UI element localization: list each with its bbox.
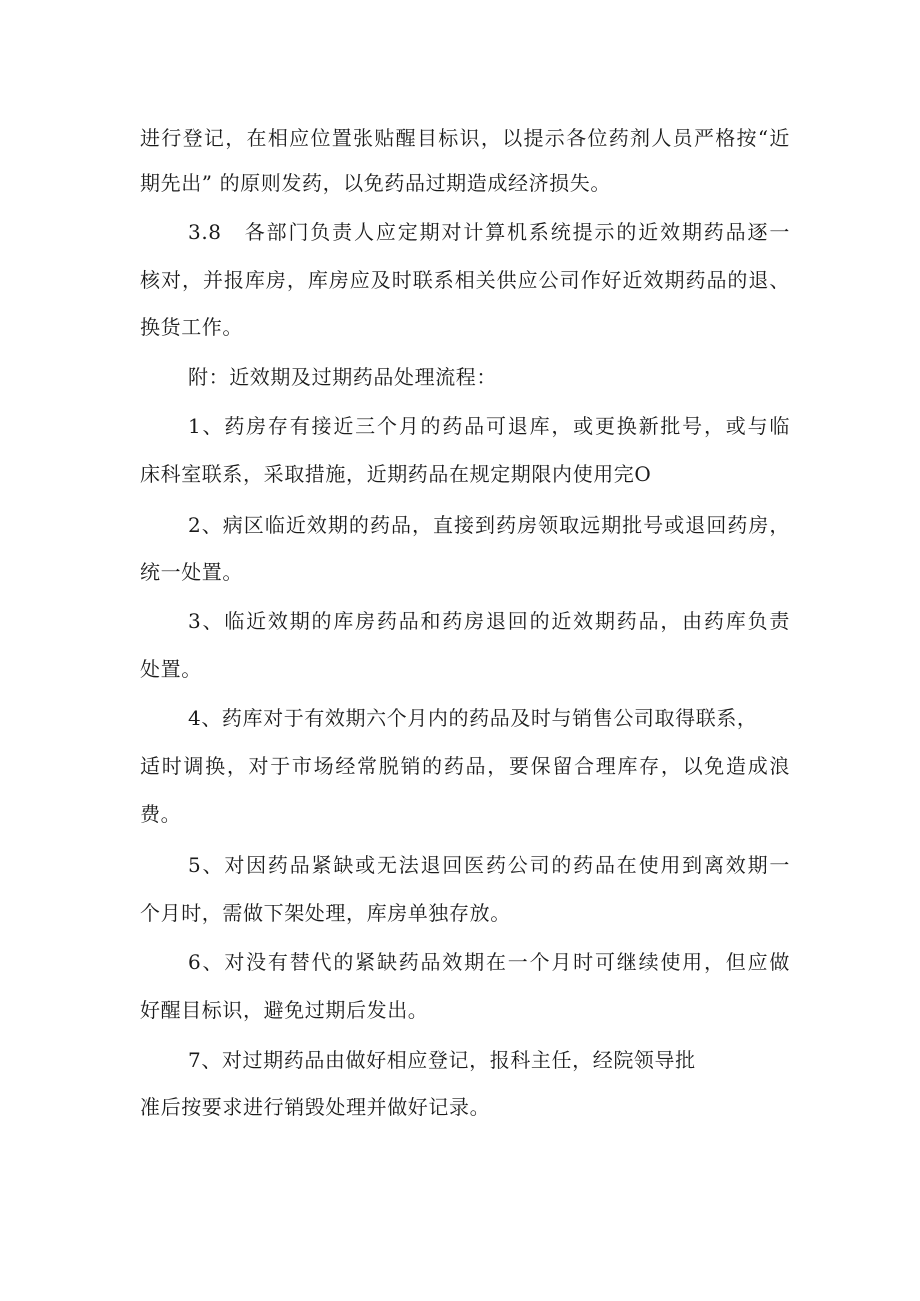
text-line: 7、对过期药品由做好相应登记，报科主任，经院领导批 — [188, 1048, 696, 1072]
text-line: 床科室联系，采取措施，近期药品在规定期限内使用完O — [140, 462, 652, 486]
text-line: 费。 — [140, 802, 182, 826]
text-line: 4、药库对于有效期六个月内的药品及时与销售公司取得联系， — [188, 706, 758, 730]
text-line: 换货工作。 — [140, 315, 243, 339]
text-line: 准后按要求进行销毁处理并做好记录。 — [140, 1095, 491, 1119]
text-line: 好醒目标识，避免过期后发出。 — [140, 998, 429, 1022]
text-line: 5、对因药品紧缺或无法退回医药公司的药品在使用到离效期一 — [188, 853, 790, 877]
text-line: 2、病区临近效期的药品，直接到药房领取远期批号或退回药房， — [188, 513, 790, 537]
text-line: 进行登记，在相应位置张贴醒目标识，以提示各位药剂人员严格按“近 — [140, 126, 790, 150]
text-line: 适时调换，对于市场经常脱销的药品，要保留合理库存，以免造成浪 — [140, 754, 790, 778]
text-line: 3.8 各部门负责人应定期对计算机系统提示的近效期药品逐一 — [188, 220, 790, 244]
section-heading: 附：近效期及过期药品处理流程： — [188, 365, 497, 389]
text-line: 期先出” 的原则发药，以免药品过期造成经济损失。 — [140, 171, 611, 195]
text-line: 个月时，需做下架处理，库房单独存放。 — [140, 901, 511, 925]
text-line: 核对，并报库房，库房应及时联系相关供应公司作好近效期药品的退、 — [140, 268, 790, 292]
text-line: 统一处置。 — [140, 560, 243, 584]
text-line: 处置。 — [140, 657, 202, 681]
text-line: 1、药房存有接近三个月的药品可退库，或更换新批号，或与临 — [188, 414, 790, 438]
text-line: 6、对没有替代的紧缺药品效期在一个月时可继续使用，但应做 — [188, 950, 790, 974]
text-line: 3、临近效期的库房药品和药房退回的近效期药品，由药库负责 — [188, 609, 790, 633]
